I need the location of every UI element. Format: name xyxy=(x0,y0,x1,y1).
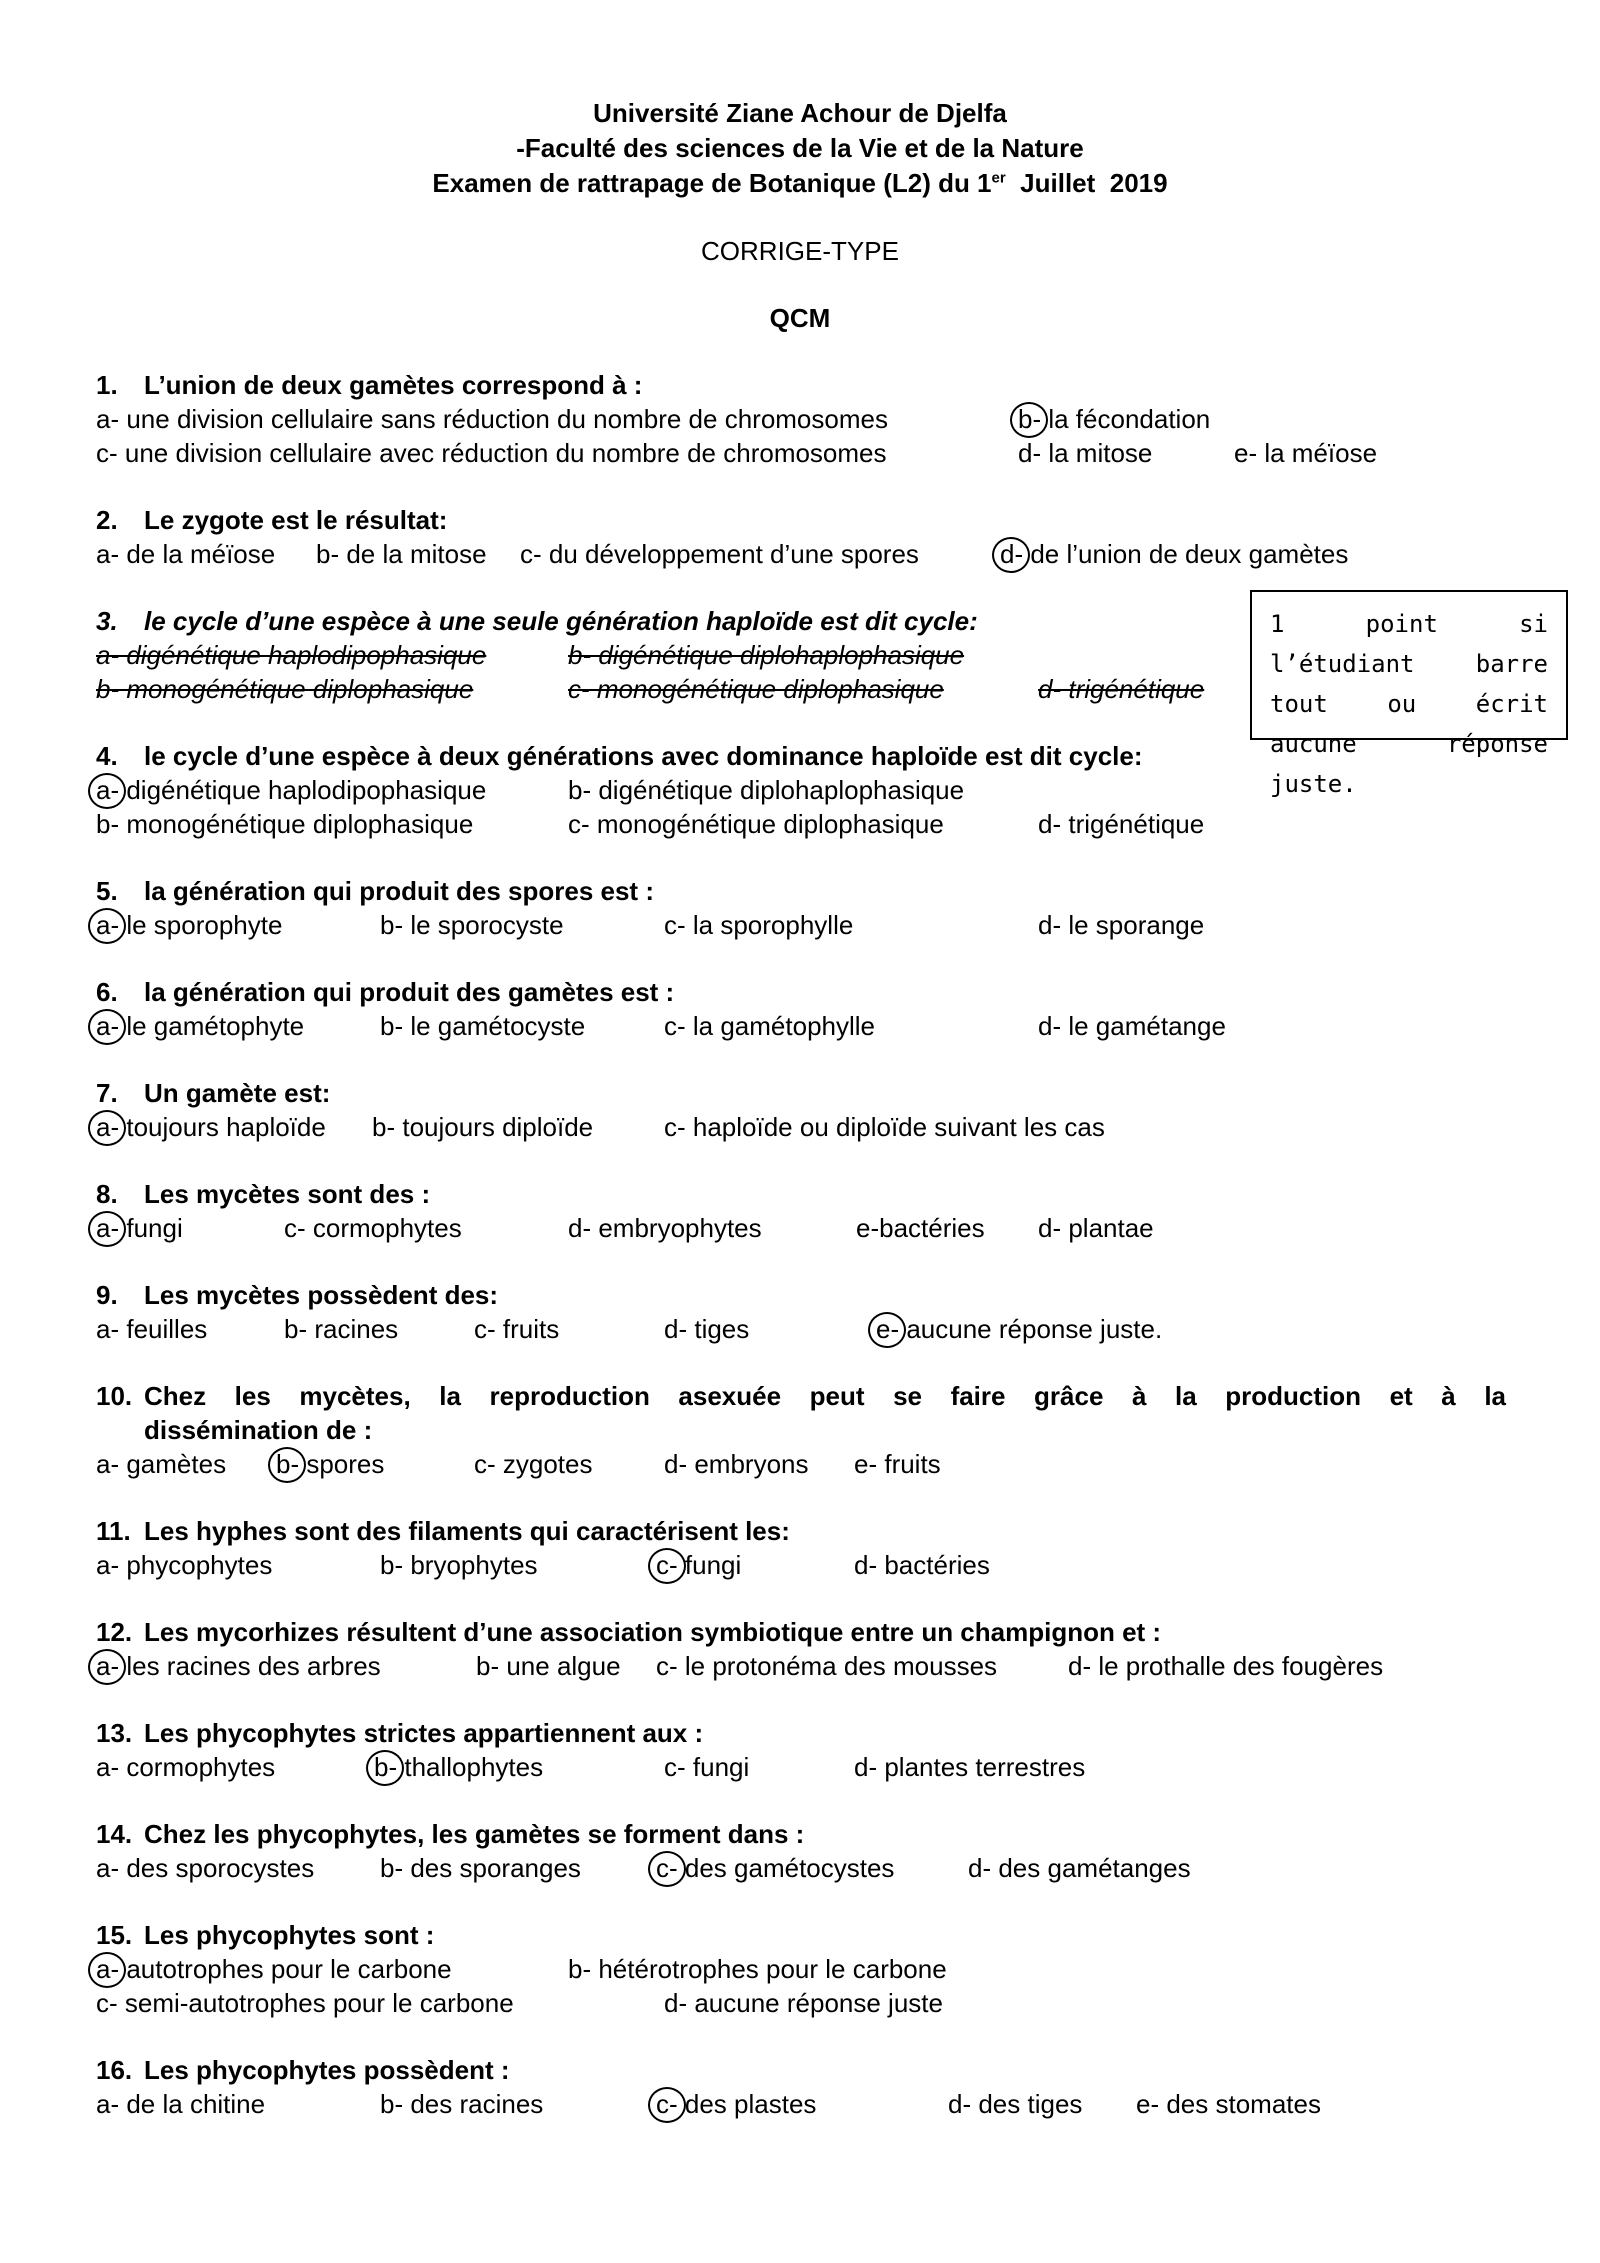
university-name: Université Ziane Achour de Djelfa xyxy=(593,98,1007,128)
document-header xyxy=(0,96,1600,201)
option-label: b- la fécondation xyxy=(1018,404,1211,434)
question-text xyxy=(96,1514,1506,1548)
option-correct xyxy=(876,1312,1162,1346)
question-number: 16. xyxy=(96,2055,133,2085)
option-label: d- aucune réponse juste xyxy=(664,1988,943,2018)
question-number: 14. xyxy=(96,1819,133,1849)
option xyxy=(664,1447,809,1481)
option-label: a- phycophytes xyxy=(96,1550,273,1580)
option xyxy=(568,638,964,672)
option xyxy=(664,1986,943,2020)
exam-title-sup: er xyxy=(991,169,1006,187)
option-row xyxy=(96,1750,1506,1784)
option-label: c- cormophytes xyxy=(284,1213,462,1243)
question-14 xyxy=(96,1817,1506,1885)
option-label: d- plantae xyxy=(1038,1213,1154,1243)
question-text xyxy=(96,1278,1506,1312)
option-label: d- le gamétange xyxy=(1038,1011,1226,1041)
option xyxy=(854,1548,990,1582)
answer-circle-mark xyxy=(648,1548,686,1584)
option-row xyxy=(96,1447,1506,1481)
option xyxy=(372,1110,593,1144)
option xyxy=(96,1851,314,1885)
answer-circle-mark xyxy=(88,1649,126,1685)
option xyxy=(520,537,919,571)
question-13 xyxy=(96,1716,1506,1784)
option-label: d- des gamétanges xyxy=(968,1853,1191,1883)
question-6 xyxy=(96,975,1506,1043)
option-label: c- le protonéma des mousses xyxy=(656,1651,998,1681)
question-3 xyxy=(96,604,1506,706)
question-text xyxy=(96,1076,1506,1110)
option-row xyxy=(96,1110,1506,1144)
answer-circle-mark xyxy=(88,908,126,944)
option-label: c- une division cellulaire avec réduction du nombre de chromosomes xyxy=(96,438,887,468)
option-label: a- digénétique haplodipophasique xyxy=(96,640,487,670)
option-label: a- le sporophyte xyxy=(96,910,283,940)
option-label: b- des sporanges xyxy=(380,1853,581,1883)
question-text xyxy=(96,1918,1506,1952)
option xyxy=(316,537,487,571)
option xyxy=(854,1447,941,1481)
answer-circle-mark xyxy=(88,773,126,809)
option-label: c- zygotes xyxy=(474,1449,593,1479)
option-label: e-bactéries xyxy=(856,1213,985,1243)
question-prompt: Chez les mycètes, la reproduction asexuée peut se faire grâce à la production et à la xyxy=(144,1381,1506,1411)
question-text xyxy=(96,2053,1506,2087)
option xyxy=(96,537,275,571)
option xyxy=(96,402,888,436)
option xyxy=(96,1986,514,2020)
question-prompt: Les phycophytes sont : xyxy=(144,1920,435,1950)
question-prompt: la génération qui produit des gamètes est : xyxy=(144,977,675,1007)
option xyxy=(1038,908,1204,942)
question-prompt: Les mycètes sont des : xyxy=(144,1179,431,1209)
question-16 xyxy=(96,2053,1506,2121)
question-number: 12. xyxy=(96,1617,133,1647)
question-7 xyxy=(96,1076,1506,1144)
question-prompt: Chez les phycophytes, les gamètes se forment dans : xyxy=(144,1819,805,1849)
option xyxy=(476,1649,621,1683)
option xyxy=(380,908,564,942)
exam-title-main: Examen de rattrapage de Botanique (L2) du 1 xyxy=(432,168,992,198)
option-label: a- toujours haploïde xyxy=(96,1112,326,1142)
option-label: a- gamètes xyxy=(96,1449,227,1479)
option xyxy=(1018,436,1152,470)
option xyxy=(568,773,964,807)
option-label: e- aucune réponse juste. xyxy=(876,1314,1163,1344)
option xyxy=(1038,1211,1154,1245)
question-prompt: le cycle d’une espèce à une seule génération haploïde est dit cycle: xyxy=(144,606,978,636)
question-12 xyxy=(96,1615,1506,1683)
question-text xyxy=(96,739,1506,773)
option xyxy=(96,807,473,841)
option xyxy=(1234,436,1377,470)
question-prompt: Les phycophytes strictes appartiennent aux : xyxy=(144,1718,704,1748)
question-11 xyxy=(96,1514,1506,1582)
answer-circle-mark xyxy=(992,537,1030,573)
question-prompt: Les hyphes sont des filaments qui caractérisent les: xyxy=(144,1516,790,1546)
question-number: 5. xyxy=(96,876,118,906)
option-label: b- spores xyxy=(276,1449,385,1479)
answer-circle-mark xyxy=(648,2087,686,2123)
option-label: d- plantes terrestres xyxy=(854,1752,1086,1782)
option xyxy=(664,908,853,942)
question-prompt: la génération qui produit des spores est : xyxy=(144,876,654,906)
option-label: d- bactéries xyxy=(854,1550,990,1580)
question-text xyxy=(96,1716,1506,1750)
option xyxy=(96,1750,275,1784)
option-row xyxy=(96,1009,1506,1043)
question-prompt: Les phycophytes possèdent : xyxy=(144,2055,510,2085)
option-label: b- une algue xyxy=(476,1651,621,1681)
option-label: b- thallophytes xyxy=(374,1752,544,1782)
option xyxy=(380,2087,543,2121)
question-number: 13. xyxy=(96,1718,133,1748)
option-label: a- digénétique haplodipophasique xyxy=(96,775,487,805)
option-label: d- tiges xyxy=(664,1314,750,1344)
question-prompt: Un gamète est: xyxy=(144,1078,331,1108)
question-prompt-continued: dissémination de : xyxy=(144,1415,373,1445)
option-label: a- une division cellulaire sans réduction du nombre de chromosomes xyxy=(96,404,888,434)
option xyxy=(664,1110,1105,1144)
option-label: b- digénétique diplohaplophasique xyxy=(568,775,965,805)
question-text xyxy=(96,604,1506,638)
option xyxy=(96,1447,226,1481)
option-correct xyxy=(276,1447,384,1481)
option-row xyxy=(96,672,1506,706)
option xyxy=(968,1851,1191,1885)
option xyxy=(856,1211,985,1245)
option-label: a- autotrophes pour le carbone xyxy=(96,1954,452,1984)
option xyxy=(1038,1009,1226,1043)
option-row xyxy=(96,436,1506,470)
option-correct xyxy=(96,1110,326,1144)
option-correct xyxy=(656,2087,816,2121)
option xyxy=(948,2087,1082,2121)
question-text xyxy=(96,368,1506,402)
question-text xyxy=(96,874,1506,908)
option-row xyxy=(96,402,1506,436)
option xyxy=(96,436,887,470)
option-correct xyxy=(1018,402,1210,436)
section-title: QCM xyxy=(769,303,831,333)
option-label: b- le sporocyste xyxy=(380,910,564,940)
option-label: c- la sporophylle xyxy=(664,910,854,940)
question-number: 7. xyxy=(96,1078,118,1108)
option-label: b- bryophytes xyxy=(380,1550,538,1580)
option-label: a- les racines des arbres xyxy=(96,1651,381,1681)
option-label: c- du développement d’une spores xyxy=(520,539,919,569)
option xyxy=(568,1211,762,1245)
question-text xyxy=(96,1177,1506,1211)
option-correct xyxy=(656,1548,741,1582)
option-row xyxy=(96,537,1506,571)
option xyxy=(568,807,944,841)
option xyxy=(96,672,473,706)
option xyxy=(284,1211,462,1245)
option-label: d- le sporange xyxy=(1038,910,1205,940)
option-correct xyxy=(1000,537,1348,571)
question-10 xyxy=(96,1379,1506,1481)
option-label: c- la gamétophylle xyxy=(664,1011,875,1041)
option-label: c- fruits xyxy=(474,1314,560,1344)
option xyxy=(380,1851,581,1885)
option xyxy=(664,1750,749,1784)
question-number: 1. xyxy=(96,370,118,400)
option-label: c- monogénétique diplophasique xyxy=(568,809,944,839)
option-label: d- des tiges xyxy=(948,2089,1083,2119)
option xyxy=(1038,807,1204,841)
question-4 xyxy=(96,739,1506,841)
option-label: a- des sporocystes xyxy=(96,1853,315,1883)
option-label: c- fungi xyxy=(664,1752,750,1782)
grading-note: 1 point si l’étudiant barre tout ou écrit aucune réponse juste. xyxy=(1250,590,1568,740)
option-row xyxy=(96,1211,1506,1245)
option xyxy=(96,638,486,672)
option xyxy=(854,1750,1085,1784)
option xyxy=(656,1649,997,1683)
option-label: e- des stomates xyxy=(1136,2089,1321,2119)
option-row xyxy=(96,1548,1506,1582)
option-label: c- haploïde ou diploïde suivant les cas xyxy=(664,1112,1105,1142)
question-number: 2. xyxy=(96,505,118,535)
option xyxy=(96,2087,265,2121)
question-15 xyxy=(96,1918,1506,2020)
option-label: b- monogénétique diplophasique xyxy=(96,674,474,704)
option xyxy=(380,1009,585,1043)
question-text xyxy=(96,503,1506,537)
option xyxy=(474,1312,559,1346)
option xyxy=(664,1312,749,1346)
option xyxy=(1136,2087,1321,2121)
option-label: d- la mitose xyxy=(1018,438,1153,468)
option xyxy=(664,1009,875,1043)
question-number: 11. xyxy=(96,1516,131,1546)
option-label: d- de l’union de deux gamètes xyxy=(1000,539,1349,569)
option-label: e- la méïose xyxy=(1234,438,1378,468)
answer-circle-mark xyxy=(648,1851,686,1887)
option-label: d- le prothalle des fougères xyxy=(1068,1651,1384,1681)
question-number: 8. xyxy=(96,1179,118,1209)
option-label: a- feuilles xyxy=(96,1314,208,1344)
question-text xyxy=(96,1379,1506,1447)
answer-circle-mark xyxy=(88,1110,126,1146)
question-prompt: Le zygote est le résultat: xyxy=(144,505,448,535)
option-row xyxy=(96,807,1506,841)
option xyxy=(284,1312,398,1346)
option-correct xyxy=(96,908,282,942)
answer-circle-mark xyxy=(88,1952,126,1988)
option-label: b- des racines xyxy=(380,2089,544,2119)
answer-circle-mark xyxy=(88,1211,126,1247)
question-prompt: Les mycorhizes résultent d’une association symbiotique entre un champignon et : xyxy=(144,1617,1162,1647)
question-8 xyxy=(96,1177,1506,1245)
option xyxy=(1068,1649,1383,1683)
question-number: 6. xyxy=(96,977,118,1007)
answer-circle-mark xyxy=(868,1312,906,1348)
option-label: d- embryophytes xyxy=(568,1213,762,1243)
question-9 xyxy=(96,1278,1506,1346)
option-row xyxy=(96,1649,1506,1683)
option-correct xyxy=(96,1211,183,1245)
option-correct xyxy=(374,1750,543,1784)
option-label: b- le gamétocyste xyxy=(380,1011,586,1041)
option xyxy=(1038,672,1204,706)
option xyxy=(96,1312,207,1346)
option-label: a- de la méïose xyxy=(96,539,276,569)
option-row xyxy=(96,908,1506,942)
question-text xyxy=(96,1615,1506,1649)
question-1 xyxy=(96,368,1506,470)
question-number: 15. xyxy=(96,1920,133,1950)
option-label: a- le gamétophyte xyxy=(96,1011,305,1041)
option-correct xyxy=(96,1649,381,1683)
option-row xyxy=(96,638,1506,672)
option xyxy=(474,1447,593,1481)
option-label: e- fruits xyxy=(854,1449,941,1479)
option xyxy=(96,1548,272,1582)
option xyxy=(568,1952,947,1986)
question-text xyxy=(96,1817,1506,1851)
option-correct xyxy=(96,773,486,807)
question-prompt: Les mycètes possèdent des: xyxy=(144,1280,499,1310)
option-label: a- de la chitine xyxy=(96,2089,266,2119)
answer-circle-mark xyxy=(366,1750,404,1786)
option-label: b- digénétique diplohaplophasique xyxy=(568,640,965,670)
option-label: c- monogénétique diplophasique xyxy=(568,674,944,704)
document-subtitle: CORRIGE-TYPE xyxy=(701,236,899,266)
question-number: 3. xyxy=(96,606,118,636)
option-label: b- hétérotrophes pour le carbone xyxy=(568,1954,947,1984)
question-text xyxy=(96,975,1506,1009)
option-label: b- de la mitose xyxy=(316,539,487,569)
exam-title-date: Juillet 2019 xyxy=(1005,168,1168,198)
option-label: b- toujours diploïde xyxy=(372,1112,594,1142)
option-row xyxy=(96,1986,1506,2020)
option-label: d- embryons xyxy=(664,1449,809,1479)
option-correct xyxy=(96,1009,304,1043)
option-row xyxy=(96,2087,1506,2121)
question-prompt: L’union de deux gamètes correspond à : xyxy=(144,370,643,400)
option-label: a- fungi xyxy=(96,1213,183,1243)
option-label: c- des plastes xyxy=(656,2089,817,2119)
option-label: b- monogénétique diplophasique xyxy=(96,809,474,839)
option xyxy=(380,1548,538,1582)
question-number: 10. xyxy=(96,1381,133,1411)
faculty-name: -Faculté des sciences de la Vie et de la Nature xyxy=(516,133,1084,163)
question-number: 4. xyxy=(96,741,118,771)
option-label: b- racines xyxy=(284,1314,399,1344)
answer-circle-mark xyxy=(88,1009,126,1045)
option-row xyxy=(96,1952,1506,1986)
answer-circle-mark xyxy=(1010,402,1048,438)
answer-circle-mark xyxy=(268,1447,306,1483)
option-row xyxy=(96,1312,1506,1346)
question-2 xyxy=(96,503,1506,571)
option xyxy=(568,672,944,706)
option-row xyxy=(96,773,1506,807)
option-label: c- semi-autotrophes pour le carbone xyxy=(96,1988,514,2018)
option-row xyxy=(96,1851,1506,1885)
option-label: c- fungi xyxy=(656,1550,742,1580)
exam-title xyxy=(0,166,1600,201)
option-correct xyxy=(656,1851,894,1885)
option-label: a- cormophytes xyxy=(96,1752,276,1782)
option-correct xyxy=(96,1952,452,1986)
option-label: c- des gamétocystes xyxy=(656,1853,895,1883)
option-label: d- trigénétique xyxy=(1038,809,1205,839)
question-prompt: le cycle d’une espèce à deux générations avec dominance haploïde est dit cycle: xyxy=(144,741,1143,771)
question-5 xyxy=(96,874,1506,942)
question-number: 9. xyxy=(96,1280,118,1310)
option-label: d- trigénétique xyxy=(1038,674,1205,704)
